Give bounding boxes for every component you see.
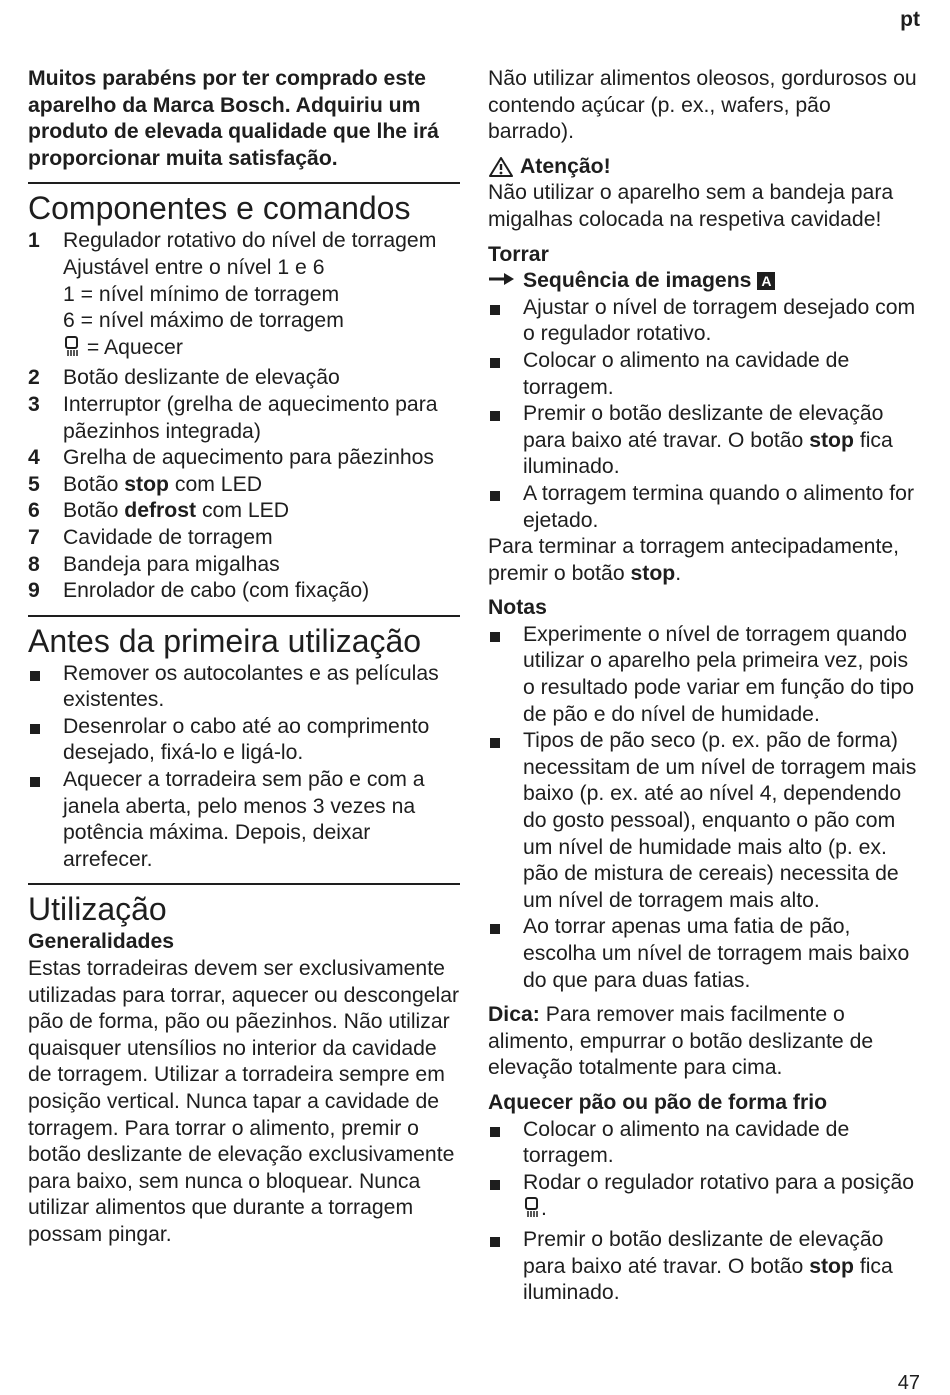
toast-steps-list xyxy=(488,295,920,534)
bullet-icon xyxy=(488,1117,523,1170)
bullet-icon xyxy=(488,914,523,994)
component-item-1: 1 Regulador rotativo do nível de torragem Ajustável entre o nível 1 e 6 1 = nível mínimo de torragem 6 = nível máximo de torragem = Aquecer xyxy=(28,228,460,365)
component-item-5: 5 Botão stop com LED xyxy=(28,472,263,496)
toast-heading: Torrar xyxy=(488,242,549,266)
list-item: Ao torrar apenas uma fatia de pão, escolha um nível de torragem mais baixo do que para duas fatias. xyxy=(488,914,920,994)
right-column xyxy=(488,66,920,1307)
list-item: Colocar o alimento na cavidade de torragem. xyxy=(488,1117,920,1170)
bullet-icon xyxy=(488,728,523,914)
warm-steps-list xyxy=(488,1117,920,1307)
warning-icon xyxy=(488,156,514,178)
list-item: Aquecer a torradeira sem pão e com a janela aberta, pelo menos 3 vezes na potência máxima. Depois, deixar arrefecer. xyxy=(28,767,460,873)
usage-heading: Utilização xyxy=(28,891,167,928)
bullet-icon xyxy=(488,622,523,728)
components-list xyxy=(28,228,460,604)
component-item-8: 8 Bandeja para migalhas xyxy=(28,552,280,576)
language-code: pt xyxy=(900,8,920,31)
component-item-2: 2 Botão deslizante de elevação xyxy=(28,366,340,390)
bullet-icon xyxy=(488,1227,523,1307)
page-number: 47 xyxy=(897,1372,920,1394)
component-item-7: 7 Cavidade de torragem xyxy=(28,525,273,549)
list-item: Premir o botão deslizante de elevação para baixo até travar. O botão stop fica iluminado. xyxy=(488,1227,920,1307)
toast-end-paragraph: Para terminar a torragem antecipadamente, premir o botão stop. xyxy=(488,535,900,585)
before-first-use-section xyxy=(28,615,460,874)
list-item: Premir o botão deslizante de elevação para baixo até travar. O botão stop fica iluminado. xyxy=(488,401,920,481)
list-item: Experimente o nível de torragem quando utilizar o aparelho pela primeira vez, pois o resultado pode variar em função do tipo de pão e do nível de humidade. xyxy=(488,622,920,728)
heat-icon xyxy=(523,1197,541,1227)
oily-food-paragraph: Não utilizar alimentos oleosos, gordurosos ou contendo açúcar (p. ex., wafers, pão barrado). xyxy=(488,67,917,144)
before-first-use-list xyxy=(28,661,460,874)
bullet-icon xyxy=(488,1170,523,1227)
bullet-icon xyxy=(28,661,63,714)
bullet-icon xyxy=(488,348,523,401)
bullet-icon xyxy=(28,714,63,767)
arrow-right-icon xyxy=(488,268,523,295)
attention-heading: Atenção! xyxy=(488,154,920,181)
tip-paragraph: Dica: Para remover mais facilmente o alimento, empurrar o botão deslizante de elevação totalmente para cima. xyxy=(488,1003,874,1080)
bullet-icon xyxy=(28,767,63,873)
list-item: Ajustar o nível de torragem desejado com o regulador rotativo. xyxy=(488,295,920,348)
attention-text: Não utilizar o aparelho sem a bandeja para migalhas colocada na respetiva cavidade! xyxy=(488,181,894,231)
list-item: Rodar o regulador rotativo para a posição . xyxy=(488,1170,920,1227)
list-item: Tipos de pão seco (p. ex. pão de forma) necessitam de um nível de torragem mais baixo (p. ex. até ao nível 4, dependendo do gosto pessoal), enquanto o pão com um nível de humidade mais alto (p. ex. pão de mistura de cereais) necessita de um nível de torragem mais alto. xyxy=(488,728,920,914)
notes-heading: Notas xyxy=(488,596,547,620)
usage-subheading: Generalidades xyxy=(28,930,175,954)
list-item: Desenrolar o cabo até ao comprimento desejado, fixá-lo e ligá-lo. xyxy=(28,714,460,767)
warm-heading: Aquecer pão ou pão de forma frio xyxy=(488,1090,828,1114)
component-item-4: 4 Grelha de aquecimento para pãezinhos xyxy=(28,446,435,470)
heat-icon xyxy=(63,336,81,366)
before-first-use-heading: Antes da primeira utilização xyxy=(28,622,422,659)
image-sequence-ref: Sequência de imagens A xyxy=(488,268,920,295)
bullet-icon xyxy=(488,481,523,534)
intro-paragraph: Muitos parabéns por ter comprado este aparelho da Marca Bosch. Adquiriu um produto de elevada qualidade que lhe irá proporcionar muita satisfação. xyxy=(28,67,439,170)
usage-paragraph: Estas torradeiras devem ser exclusivamente utilizadas para torrar, aquecer ou descongelar pão de forma, pão ou pãezinhos. Não utilizar quaisquer utensílios no interior da cavidade de torragem. Utilizar a torradeira sempre em posição vertical. Nunca tapar a cavidade de torragem. Para torrar o alimento, premir o botão deslizante de elevação exclusivamente para baixo, sem nunca o bloquear. Nunca utilizar alimentos que durante a torragem possam pingar. xyxy=(28,957,460,1246)
usage-section xyxy=(28,883,460,1248)
list-item: Remover os autocolantes e as películas existentes. xyxy=(28,661,460,714)
list-item: A torragem termina quando o alimento for ejetado. xyxy=(488,481,920,534)
list-item: Colocar o alimento na cavidade de torragem. xyxy=(488,348,920,401)
figure-a-badge: A xyxy=(757,272,775,290)
notes-list xyxy=(488,622,920,994)
component-item-9: 9 Enrolador de cabo (com fixação) xyxy=(28,579,370,603)
component-item-6: 6 Botão defrost com LED xyxy=(28,499,290,523)
components-heading: Componentes e comandos xyxy=(28,190,411,227)
left-column xyxy=(28,66,460,1249)
bullet-icon xyxy=(488,401,523,481)
component-item-3: 3 Interruptor (grelha de aquecimento para pãezinhos integrada) xyxy=(28,392,438,443)
components-section xyxy=(28,182,460,604)
bullet-icon xyxy=(488,295,523,348)
